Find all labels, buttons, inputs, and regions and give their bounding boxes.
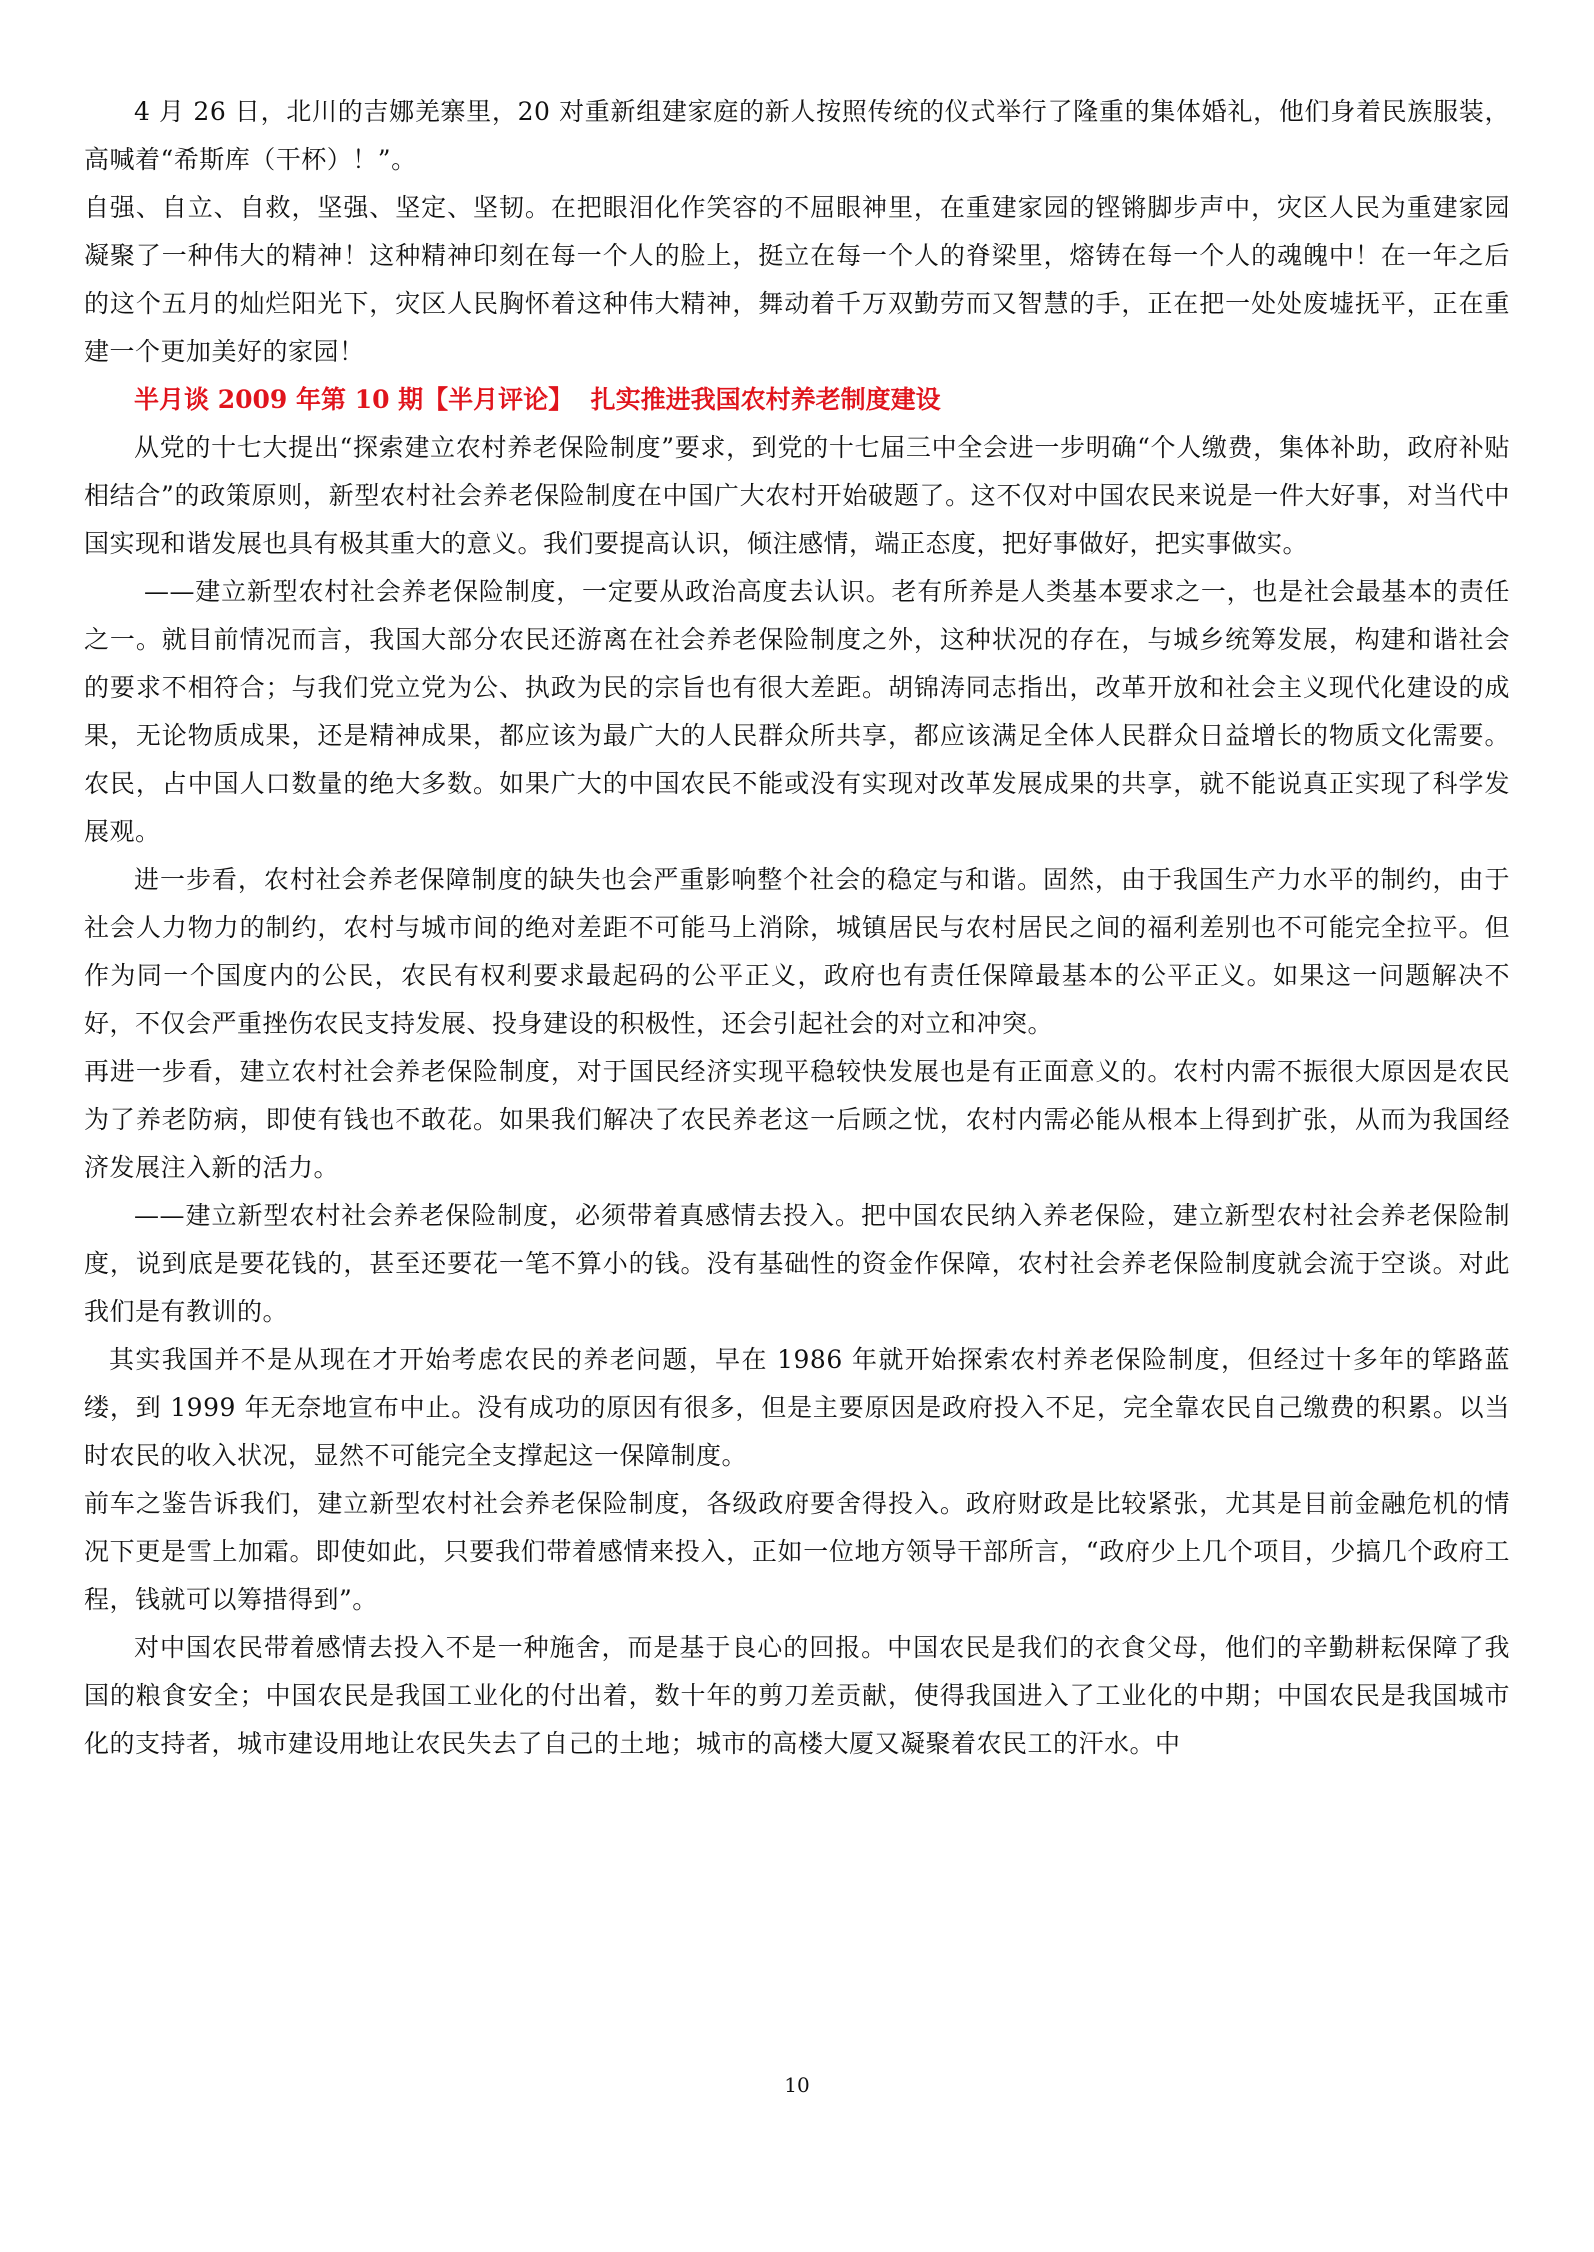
paragraph-spirit: 自强、自立、自救，坚强、坚定、坚韧。在把眼泪化作笑容的不屈眼神里，在重建家园的铿锵脚步声中，灾区人民为重建家园凝聚了一种伟大的精神！这种精神印刻在每一个人的脸上，挺立在每一个人的脊梁里，熔铸在每一个人的魂魄中！在一年之后的这个五月的灿烂阳光下，灾区人民胸怀着这种伟大精神，舞动着千万双勤劳而又智慧的手，正在把一处处废墟抚平，正在重建一个更加美好的家园！ — [84, 193, 1510, 366]
article-heading — [84, 376, 1510, 424]
document-body — [84, 88, 1510, 1768]
article-paragraph-8: 对中国农民带着感情去投入不是一种施舍，而是基于良心的回报。中国农民是我们的衣食父母，他们的辛勤耕耘保障了我国的粮食安全；中国农民是我国工业化的付出着，数十年的剪刀差贡献，使得我国进入了工业化的中期；中国农民是我国城市化的支持者，城市建设用地让农民失去了自己的土地；城市的高楼大厦又凝聚着农民工的汗水。中 — [84, 1633, 1510, 1758]
article-heading-title: 扎实推进我国农村养老制度建设 — [590, 385, 941, 414]
article-paragraph-1: 从党的十七大提出“探索建立农村养老保险制度”要求，到党的十七届三中全会进一步明确“个人缴费，集体补助，政府补贴相结合”的政策原则，新型农村社会养老保险制度在中国广大农村开始破题了。这不仅对中国农民来说是一件大好事，对当代中国实现和谐发展也具有极其重大的意义。我们要提高认识，倾注感情，端正态度，把好事做好，把实事做实。 — [84, 433, 1510, 558]
article-heading-prefix: 半月谈 2009 年第 10 期【半月评论】 — [134, 385, 574, 414]
paragraph-wedding: 4 月 26 日，北川的吉娜羌寨里，20 对重新组建家庭的新人按照传统的仪式举行了隆重的集体婚礼，他们身着民族服装，高喊着“希斯库（干杯）！”。 — [84, 97, 1510, 174]
article-paragraph-4: 再进一步看，建立农村社会养老保险制度，对于国民经济实现平稳较快发展也是有正面意义的。农村内需不振很大原因是农民为了养老防病，即使有钱也不敢花。如果我们解决了农民养老这一后顾之忧，农村内需必能从根本上得到扩张，从而为我国经济发展注入新的活力。 — [84, 1057, 1510, 1182]
article-paragraph-2: ——建立新型农村社会养老保险制度，一定要从政治高度去认识。老有所养是人类基本要求之一，也是社会最基本的责任之一。就目前情况而言，我国大部分农民还游离在社会养老保险制度之外，这种状况的存在，与城乡统筹发展，构建和谐社会的要求不相符合；与我们党立党为公、执政为民的宗旨也有很大差距。胡锦涛同志指出，改革开放和社会主义现代化建设的成果，无论物质成果，还是精神成果，都应该为最广大的人民群众所共享，都应该满足全体人民群众日益增长的物质文化需要。农民，占中国人口数量的绝大多数。如果广大的中国农民不能或没有实现对改革发展成果的共享，就不能说真正实现了科学发展观。 — [84, 577, 1510, 846]
article-paragraph-5: ——建立新型农村社会养老保险制度，必须带着真感情去投入。把中国农民纳入养老保险，建立新型农村社会养老保险制度，说到底是要花钱的，甚至还要花一笔不算小的钱。没有基础性的资金作保障，农村社会养老保险制度就会流于空谈。对此我们是有教训的。 — [84, 1201, 1510, 1326]
article-paragraph-3: 进一步看，农村社会养老保障制度的缺失也会严重影响整个社会的稳定与和谐。固然，由于我国生产力水平的制约，由于社会人力物力的制约，农村与城市间的绝对差距不可能马上消除，城镇居民与农村居民之间的福利差别也不可能完全拉平。但作为同一个国度内的公民，农民有权利要求最起码的公平正义，政府也有责任保障最基本的公平正义。如果这一问题解决不好，不仅会严重挫伤农民支持发展、投身建设的积极性，还会引起社会的对立和冲突。 — [84, 865, 1510, 1038]
article-paragraph-7: 前车之鉴告诉我们，建立新型农村社会养老保险制度，各级政府要舍得投入。政府财政是比较紧张，尤其是目前金融危机的情况下更是雪上加霜。即使如此，只要我们带着感情来投入，正如一位地方领导干部所言，“政府少上几个项目，少搞几个政府工程，钱就可以筹措得到”。 — [84, 1489, 1510, 1614]
page-number: 10 — [784, 2073, 810, 2097]
article-paragraph-6: 其实我国并不是从现在才开始考虑农民的养老问题，早在 1986 年就开始探索农村养老保险制度，但经过十多年的筚路蓝缕，到 1999 年无奈地宣布中止。没有成功的原因有很多，但是主要原因是政府投入不足，完全靠农民自己缴费的积累。以当时农民的收入状况，显然不可能完全支撑起这一保障制度。 — [84, 1345, 1510, 1470]
